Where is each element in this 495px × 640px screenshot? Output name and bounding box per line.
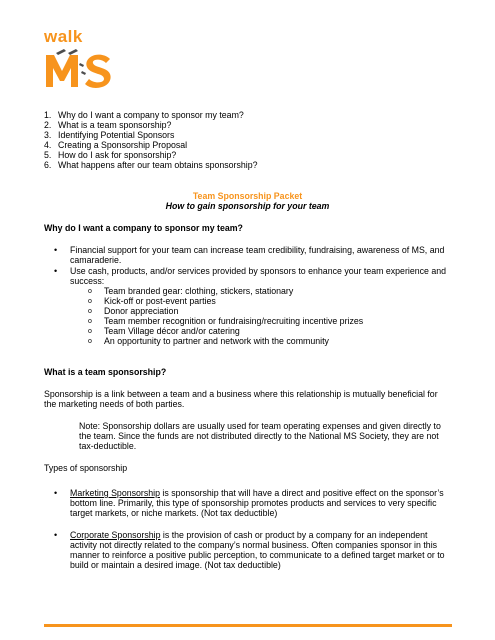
section-heading-why: Why do I want a company to sponsor my team? <box>44 223 243 233</box>
footer-rule <box>44 624 452 627</box>
corporate-text: build or maintain a desired image. (Not tax deductible) <box>70 560 281 570</box>
marketing-text: target markets, or niche markets. (Not tax deductible) <box>70 508 278 518</box>
toc-num: 3. <box>44 130 52 140</box>
toc-num: 2. <box>44 120 52 130</box>
toc-item: How do I ask for sponsorship? <box>58 150 177 160</box>
paragraph-line: Sponsorship is a link between a team and a business where this relationship is mutually beneficial for <box>44 389 438 399</box>
toc-item: Creating a Sponsorship Proposal <box>58 140 188 150</box>
walk-ms-logo <box>44 28 114 90</box>
sub-bullet-text: Team member recognition or fundraising/recruiting incentive prizes <box>104 316 364 326</box>
paragraph-line: the marketing needs of both parties. <box>44 399 185 409</box>
sub-bullet-text: Team branded gear: clothing, stickers, stationary <box>104 286 294 296</box>
logo-walk-text: walk <box>44 27 83 46</box>
note-line: tax-deductible. <box>79 441 137 451</box>
types-label: Types of sponsorship <box>44 463 128 473</box>
toc-num: 5. <box>44 150 52 160</box>
sub-bullet: o <box>88 298 92 305</box>
sub-bullet-text: Team Village décor and/or catering <box>104 326 240 336</box>
corporate-sponsorship-term: Corporate Sponsorship <box>70 530 161 540</box>
toc-num: 4. <box>44 140 52 150</box>
corporate-text: is the provision of cash or product by a company for an independent <box>160 530 428 540</box>
sub-bullet-text: An opportunity to partner and network with the community <box>104 336 329 346</box>
bullet-text: success: <box>70 276 105 286</box>
sub-bullet: o <box>88 308 92 315</box>
bullet-text: camaraderie. <box>70 255 122 265</box>
sub-bullet: o <box>88 288 92 295</box>
bullet-dot: • <box>54 266 58 276</box>
bullet-dot: • <box>54 245 58 255</box>
packet-title: Team Sponsorship Packet <box>192 191 303 201</box>
toc-item: What happens after our team obtains sponsorship? <box>58 160 258 170</box>
toc-item: What is a team sponsorship? <box>58 120 172 130</box>
note-line: Note: Sponsorship dollars are usually used for team operating expenses and given directly to <box>79 421 441 431</box>
bullet-dot: • <box>54 530 58 540</box>
sub-bullet: o <box>88 338 92 345</box>
bullet-dot: • <box>54 488 58 498</box>
sub-bullet-text: Kick-off or post-event parties <box>104 296 216 306</box>
corporate-text: manner to reinforce a positive public perception, to communicate to a defined target market or to <box>70 550 445 560</box>
sub-bullet: o <box>88 318 92 325</box>
toc-num: 1. <box>44 110 52 120</box>
toc-item: Why do I want a company to sponsor my team? <box>58 110 244 120</box>
bullet-text: Use cash, products, and/or services provided by sponsors to enhance your team experience and <box>70 266 447 276</box>
marketing-text: is sponsorship that will have a direct and positive effect on the sponsor’s <box>159 488 444 498</box>
packet-subtitle: How to gain sponsorship for your team <box>165 201 330 211</box>
toc-num: 6. <box>44 160 52 170</box>
sub-bullet-text: Donor appreciation <box>104 306 179 316</box>
corporate-text: activity not directly related to the company’s normal business. Often companies sponsor in this <box>70 540 438 550</box>
bullet-text: Financial support for your team can increase team credibility, fundraising, awareness of MS, and <box>70 245 445 255</box>
section-heading-what: What is a team sponsorship? <box>44 367 167 377</box>
toc-item: Identifying Potential Sponsors <box>58 130 175 140</box>
marketing-sponsorship-term: Marketing Sponsorship <box>70 488 160 498</box>
marketing-text: bottom line. Primarily, this type of sponsorship promotes products and services to very specific <box>70 498 437 508</box>
sub-bullet: o <box>88 328 92 335</box>
logo-ms-mark <box>44 49 114 89</box>
note-line: the team. Since the funds are not distributed directly to the National MS Society, they are not <box>79 431 439 441</box>
